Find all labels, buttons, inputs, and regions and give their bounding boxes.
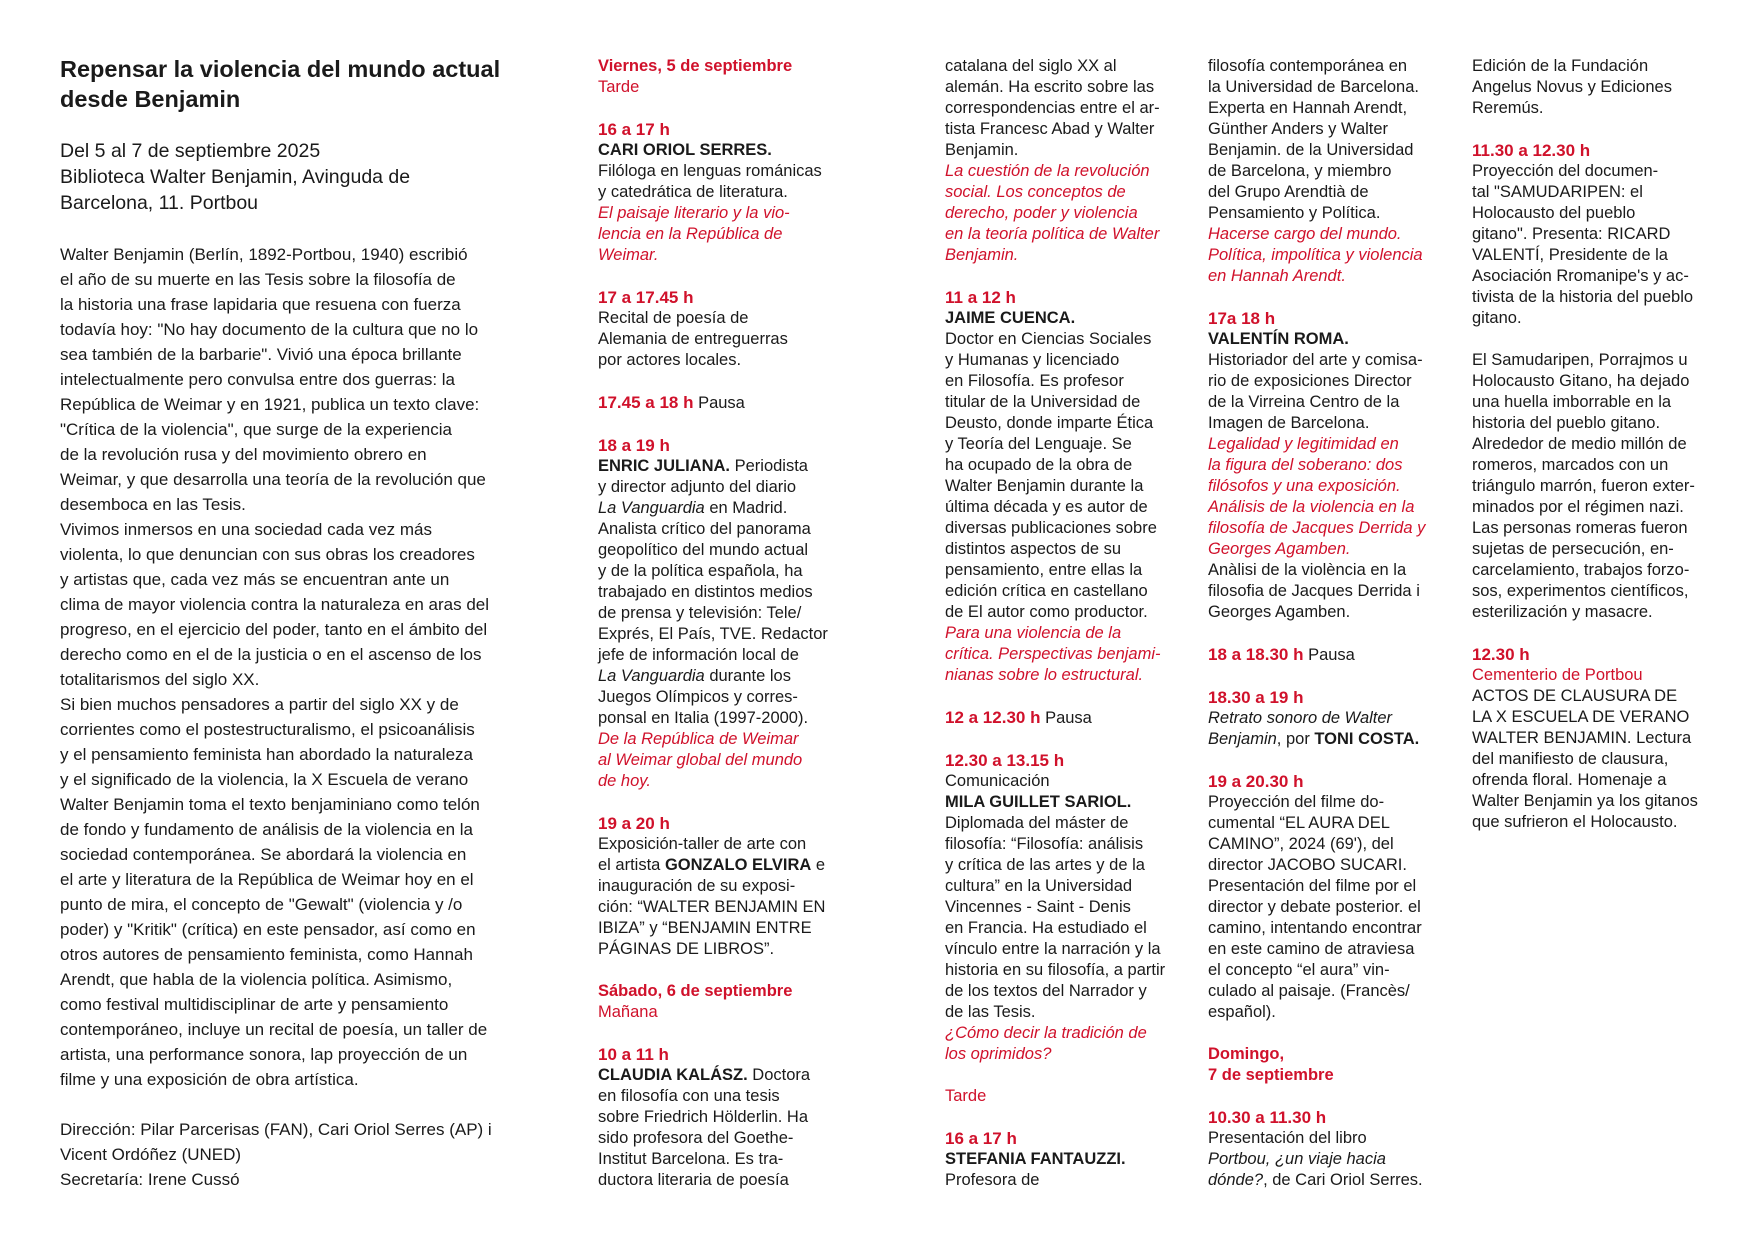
text-part: el artista: [598, 856, 665, 874]
schedule-column-2: [598, 56, 856, 1191]
session-description-line: [1208, 708, 1464, 729]
session-time: 17a 18 h: [1208, 309, 1276, 328]
session-time: 19 a 20.30 h: [1208, 772, 1304, 791]
talk-title: La cuestión de la revolución social. Los conceptos de derecho, poder y violencia en la teoría política de Walter Benjamin.: [945, 162, 1160, 264]
speaker-name: CLAUDIA KALÁSZ.: [598, 1066, 748, 1084]
session-description: Recital de poesía de Alemania de entreguerras por actores locales.: [598, 309, 788, 369]
session-description-line: [1208, 729, 1464, 750]
session-description-line: Exposición-taller de arte con: [598, 835, 807, 853]
speaker-bio-part: durante los: [704, 667, 791, 685]
speaker-bio: Diplomada del máster de filosofía: “Filosofía: análisis y crítica de las artes y de la cultura” en la Universidad Vincennes - Saint - Denis en Francia. Ha estudiado el vínculo entre la narración y la historia en su filosofía, a partir de los textos del Narrador y de las Tesis.: [945, 814, 1166, 1021]
artist-name: GONZALO ELVIRA: [664, 856, 812, 874]
artist-name: TONI COSTA.: [1314, 730, 1420, 748]
talk-title: De la República de Weimar al Weimar global del mundo de hoy.: [598, 730, 803, 790]
session-time: 10.30 a 11.30 h: [1208, 1108, 1327, 1127]
speaker-bio-line: [598, 498, 856, 519]
speaker-name: CARI ORIOL SERRES.: [598, 141, 772, 159]
book-title: dónde?: [1208, 1171, 1264, 1189]
title-line-1: Repensar la violencia del mundo actual: [60, 56, 501, 82]
speaker-bio: Doctor en Ciencias Sociales y Humanas y licenciado en Filosofía. Es profesor titular de la Universidad de Deusto, donde imparte Ética y Teoría del Lenguaje. Se ha ocupado de la obra de Walter Benjamin durante la última década y es autor de diversas publicaciones sobre distintos aspectos de su pensamiento, entre ellas la edición crítica en castellano de El autor como productor.: [945, 330, 1157, 621]
speaker-intro: [598, 456, 856, 477]
speaker-bio: Juegos Olímpicos y corres- ponsal en Italia (1997-2000).: [598, 688, 809, 727]
speaker-name: VALENTÍN ROMA.: [1208, 330, 1349, 348]
intro-paragraph-3: Si bien muchos pensadores a partir del siglo XX y de corrientes como el postestructuralismo, el psicoanálisis y el pensamiento feminista han abordado la naturaleza y el significado de la violencia, la X Escuela de verano Walter Benjamin toma el texto benjaminiano como telón de fondo y fundamento de análisis de la violencia en la sociedad contemporánea. Se abordará la violencia en el arte y literatura de la República de Weimar hoy en el punto de mira, el concepto de "Gewalt" (violencia y /o poder) y "Kritik" (crítica) en este pensador, así como en otros autores de pensamiento feminista, como Hannah Arendt, que habla de la violencia política. Asimismo, como festival multidisciplinar de arte y pensamiento contemporáneo, incluye un recital de poesía, un taller de artista, una performance sonora, lap proyección de un filme y una exposición de obra artística.: [60, 695, 488, 1089]
talk-title: Legalidad y legitimidad en la figura del soberano: dos filósofos y una exposición. Análisis de la violencia en la filosofía de Jacques Derrida y Georges Agamben.: [1208, 435, 1426, 558]
session-time: 18.30 a 19 h: [1208, 688, 1304, 707]
day-heading-friday: Viernes, 5 de septiembre: [598, 57, 793, 75]
day-heading-saturday: Sábado, 6 de septiembre: [598, 982, 793, 1000]
speaker-bio-continued: catalana del siglo XX al alemán. Ha escrito sobre las correspondencias entre el ar- tista Francesc Abad y Walter Benjamin.: [945, 57, 1160, 159]
session-time: 16 a 17 h: [945, 1129, 1017, 1148]
session-description: Proyección del documen- tal "SAMUDARIPEN: el Holocausto del pueblo gitano". Presenta: RICARD VALENTÍ, Presidente de la Asociación Rromanipe's y ac- tivista de la historia del pueblo gitano.: [1472, 162, 1694, 327]
talk-title: Para una violencia de la crítica. Perspectivas benjami- nianas sobre lo estructural.: [945, 624, 1161, 684]
performance-title: Benjamin: [1208, 730, 1277, 748]
session-time: 12 a 12.30 h: [945, 708, 1041, 727]
intro-column: [60, 54, 550, 1192]
session-kind: Comunicación: [945, 772, 1050, 790]
session-place: Cementerio de Portbou: [1472, 666, 1643, 684]
schedule-column-3: [945, 56, 1185, 1191]
session-time: 11.30 a 12.30 h: [1472, 141, 1591, 160]
speaker-bio-continued: filosofía contemporánea en la Universidad de Barcelona. Experta en Hannah Arendt, Günther Anders y Walter Benjamin. de la Universidad de Barcelona, y miembro del Grupo Arendtià de Pensamiento y Política.: [1208, 57, 1419, 222]
session-time: 19 a 20 h: [598, 814, 670, 833]
page-title: [60, 54, 550, 114]
newspaper-name: La Vanguardia: [598, 667, 705, 685]
speaker-bio-part: en Madrid.: [704, 499, 788, 517]
speaker-name: MILA GUILLET SARIOL.: [945, 793, 1132, 811]
talk-title: Hacerse cargo del mundo. Política, impolítica y violencia en Hannah Arendt.: [1208, 225, 1423, 285]
speaker-name: JAIME CUENCA.: [945, 309, 1076, 327]
day-heading-line-1: Domingo,: [1208, 1045, 1285, 1063]
speaker-name: ENRIC JULIANA.: [598, 457, 731, 475]
day-part-afternoon: Tarde: [945, 1087, 987, 1105]
book-title: Portbou, ¿un viaje hacia: [1208, 1150, 1386, 1168]
schedule-column-4: [1208, 56, 1464, 1191]
credits-text: Dirección: Pilar Parcerisas (FAN), Cari Oriol Serres (AP) i Vicent Ordóñez (UNED) Secretaría: Irene Cussó: [60, 1120, 492, 1189]
session-description: Proyección del filme do- cumental “EL AURA DEL CAMINO”, 2024 (69'), del director JACOBO SUCARI. Presentación del filme por el director y debate posterior. el camino, intentando encontrar en este camino de atraviesa el concepto “el aura” vin- culado al paisaje. (Francès/ español).: [1208, 793, 1422, 1021]
speaker-bio-part: Doctora: [747, 1066, 811, 1084]
talk-title-catalan: Anàlisi de la violència en la filosofia de Jacques Derrida i Georges Agamben.: [1208, 561, 1420, 621]
session-time: 11 a 12 h: [945, 288, 1016, 307]
speaker-bio: Profesora de: [945, 1171, 1040, 1189]
speaker-bio-line: [598, 666, 856, 687]
speaker-name: STEFANIA FANTAUZZI.: [945, 1150, 1126, 1168]
session-description: inauguración de su exposi- ción: “WALTER BENJAMIN EN IBIZA” y “BENJAMIN ENTRE PÁGINAS DE LIBROS”.: [598, 877, 826, 958]
schedule-column-5: [1472, 56, 1734, 833]
text-part: e: [811, 856, 826, 874]
session-time: 10 a 11 h: [598, 1045, 669, 1064]
text-part: , por: [1276, 730, 1315, 748]
session-description-continued: Edición de la Fundación Angelus Novus y Ediciones Reremús.: [1472, 57, 1672, 117]
pause-row: [945, 707, 1185, 729]
venue-line-1: Del 5 al 7 de septiembre 2025: [60, 140, 321, 162]
speaker-bio: Analista crítico del panorama geopolítico del mundo actual y de la política española, ha trabajado en distintos medios de prensa y televisión: Tele/ Exprés, El País, TVE. Redactor jefe de información local de: [598, 520, 828, 664]
session-time: 12.30 a 13.15 h: [945, 751, 1065, 770]
speaker-bio: Historiador del arte y comisa- rio de exposiciones Director de la Virreina Centro de la Imagen de Barcelona.: [1208, 351, 1423, 432]
speaker-bio-line: y director adjunto del diario: [598, 478, 797, 496]
session-description-line: Presentación del libro: [1208, 1129, 1367, 1147]
performance-title: Retrato sonoro de Walter: [1208, 709, 1393, 727]
book-title-line: [1208, 1149, 1464, 1170]
venue-line-2: Biblioteca Walter Benjamin, Avinguda de: [60, 166, 411, 188]
session-description-line: [598, 855, 856, 876]
talk-title: El paisaje literario y la vio- lencia en la República de Weimar.: [598, 204, 790, 264]
samudaripen-paragraph: El Samudaripen, Porrajmos u Holocausto Gitano, ha dejado una huella imborrable en la historia del pueblo gitano. Alrededor de medio millón de romeros, marcados con un triángulo marrón, fueron exter- minados por el régimen nazi. Las personas romeras fueron sujetas de persecución, en- carcelamiento, trabajos forzo- sos, experimentos científicos, esterilización y masacre.: [1472, 351, 1695, 621]
intro-paragraph-2: Vivimos inmersos en una sociedad cada vez más violenta, lo que denuncian con sus obras los creadores y artistas que, cada vez más se encuentran ante un clima de mayor violencia contra la naturaleza en aras del progreso, en el ejercicio del poder, tanto en el ámbito del derecho como en el de la justicia o en el ascenso de los totalitarismos del siglo XX.: [60, 520, 490, 689]
session-time: 16 a 17 h: [598, 120, 670, 139]
session-time: 18 a 18.30 h: [1208, 645, 1304, 664]
day-heading-line-2: 7 de septiembre: [1208, 1066, 1334, 1084]
pause-label: Pausa: [1045, 709, 1092, 727]
day-heading-sunday: [1208, 1044, 1464, 1086]
intro-text: [60, 242, 550, 1092]
venue-line-3: Barcelona, 11. Portbou: [60, 192, 259, 214]
speaker-bio: Filóloga en lenguas románicas y catedrática de literatura.: [598, 162, 822, 201]
talk-title: ¿Cómo decir la tradición de los oprimidos?: [945, 1024, 1147, 1063]
pause-row: [1208, 644, 1464, 666]
title-line-2: desde Benjamin: [60, 86, 241, 112]
text-part: , de Cari Oriol Serres.: [1263, 1171, 1423, 1189]
intro-paragraph-1: Walter Benjamin (Berlín, 1892-Portbou, 1940) escribió el año de su muerte en las Tesis sobre la filosofía de la historia una frase lapidaria que resuena con fuerza todavía hoy: "No hay documento de la cultura que no lo sea también de la barbarie". Vivió una época brillante intelectualmente pero convulsa entre dos guerras: la República de Weimar y en 1921, publica un texto clave: "Crítica de la violencia", que surge de la experiencia de la revolución rusa y del movimiento obrero en Weimar, y que desarrolla una teoría de la revolución que desemboca en las Tesis.: [60, 245, 486, 514]
session-time: 17 a 17.45 h: [598, 288, 694, 307]
book-title-line: [1208, 1170, 1464, 1191]
pause-row: [598, 392, 856, 414]
speaker-bio-part: Periodista: [730, 457, 808, 475]
event-dates-venue: [60, 138, 550, 216]
day-part-morning: Mañana: [598, 1003, 658, 1021]
session-description: ACTOS DE CLAUSURA DE LA X ESCUELA DE VERANO WALTER BENJAMIN. Lectura del manifiesto de clausura, ofrenda floral. Homenaje a Walter Benjamin ya los gitanos que sufrieron el Holocausto.: [1472, 687, 1698, 831]
session-time: 12.30 h: [1472, 645, 1530, 664]
session-time: 17.45 a 18 h: [598, 393, 694, 412]
pause-label: Pausa: [698, 394, 745, 412]
session-time: 18 a 19 h: [598, 436, 670, 455]
speaker-intro: [598, 1065, 856, 1086]
speaker-bio: en filosofía con una tesis sobre Friedrich Hölderlin. Ha sido profesora del Goethe- Institut Barcelona. Es tra- ductora literaria de poesía: [598, 1087, 808, 1189]
day-part-afternoon: Tarde: [598, 78, 640, 96]
credits: [60, 1117, 550, 1192]
newspaper-name: La Vanguardia: [598, 499, 705, 517]
pause-label: Pausa: [1308, 646, 1355, 664]
